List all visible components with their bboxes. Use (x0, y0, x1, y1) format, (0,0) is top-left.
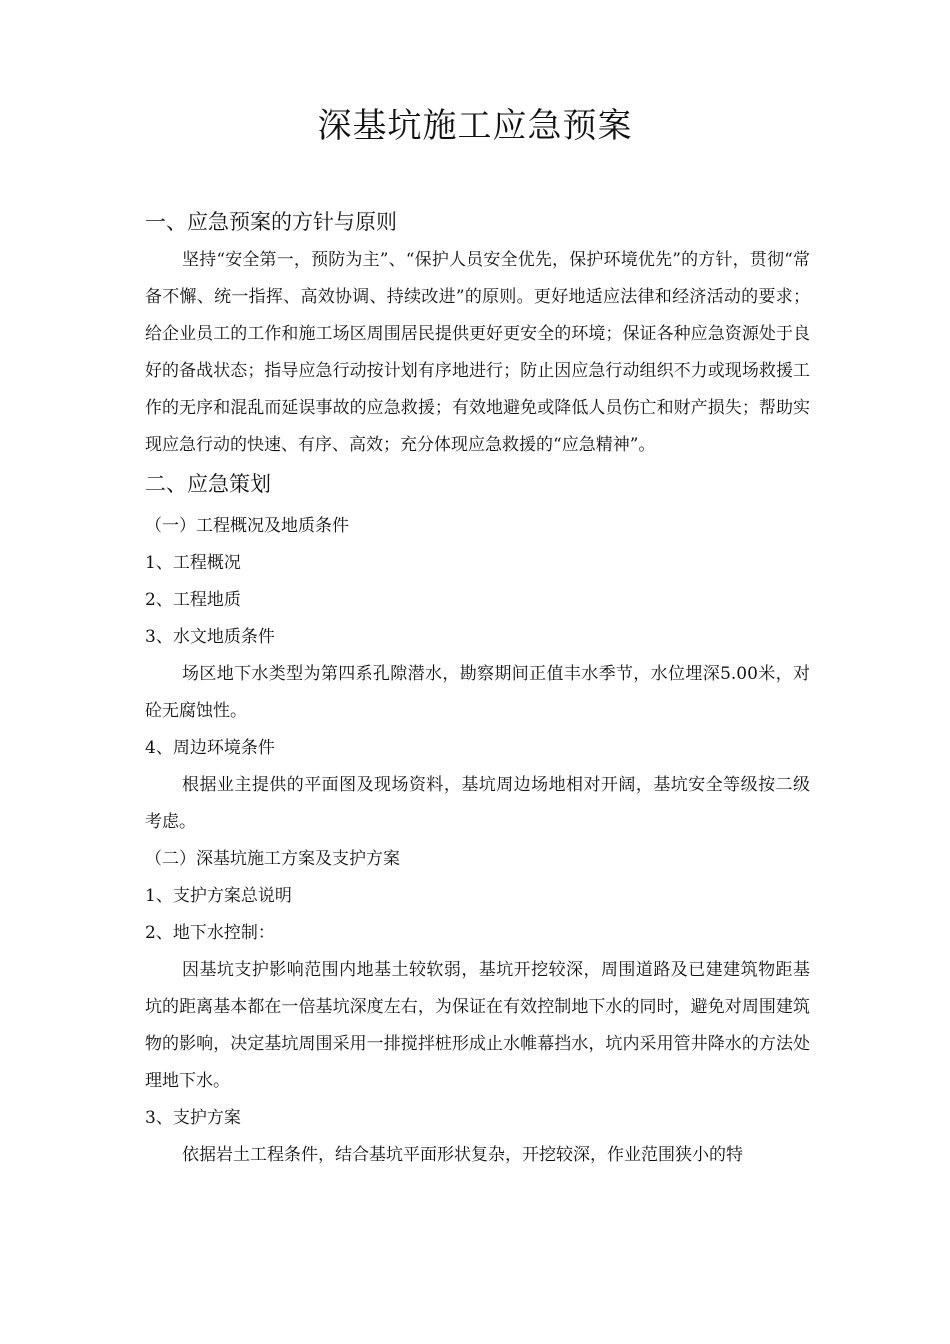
paragraph-surroundings: 根据业主提供的平面图及现场资料，基坑周边场地相对开阔，基坑安全等级按二级考虑。 (145, 775, 810, 832)
list-item-groundwater-control: 2、地下水控制： (145, 923, 275, 943)
document-body (145, 202, 810, 1174)
subsection-heading-support-plan: （二）深基坑施工方案及支护方案 (145, 849, 400, 869)
document-title: 深基坑施工应急预案 (317, 106, 633, 146)
list-item-hydrogeology: 3、水文地质条件 (145, 627, 275, 647)
list-item-surroundings: 4、周边环境条件 (145, 738, 275, 758)
paragraph-hydrogeology: 场区地下水类型为第四系孔隙潜水，勘察期间正值丰水季节，水位埋深5.00米，对砼无腐蚀性。 (145, 664, 810, 721)
section-heading-principles: 一、应急预案的方针与原则 (145, 210, 397, 234)
list-item-project-overview: 1、工程概况 (145, 553, 241, 573)
list-item-support-summary: 1、支护方案总说明 (145, 886, 292, 906)
list-item-support-plan: 3、支护方案 (145, 1108, 241, 1128)
list-item-geology: 2、工程地质 (145, 590, 241, 610)
subsection-heading-overview: （一）工程概况及地质条件 (145, 516, 349, 536)
paragraph-support-plan: 依据岩土工程条件，结合基坑平面形状复杂，开挖较深，作业范围狭小的特 (182, 1145, 743, 1165)
paragraph-principles: 坚持“安全第一，预防为主”、“保护人员安全优先，保护环境优先”的方针，贯彻“常备不懈、统一指挥、高效协调、持续改进”的原则。更好地适应法律和经济活动的要求；给企业员工的工作和施工场区周围居民提供更好更安全的环境；保证各种应急资源处于良好的备战状态；指导应急行动按计划有序地进行；防止因应急行动组织不力或现场救援工作的无序和混乱而延误事故的应急救援；有效地避免或降低人员伤亡和财产损失；帮助实现应急行动的快速、有序、高效；充分体现应急救援的“应急精神”。 (145, 250, 810, 455)
paragraph-groundwater-control: 因基坑支护影响范围内地基土较软弱，基坑开挖较深，周围道路及已建建筑物距基坑的距离基本都在一倍基坑深度左右，为保证在有效控制地下水的同时，避免对周围建筑物的影响，决定基坑周围采用一排搅拌桩形成止水帷幕挡水，坑内采用管井降水的方法处理地下水。 (145, 960, 810, 1091)
section-heading-planning: 二、应急策划 (145, 472, 271, 496)
